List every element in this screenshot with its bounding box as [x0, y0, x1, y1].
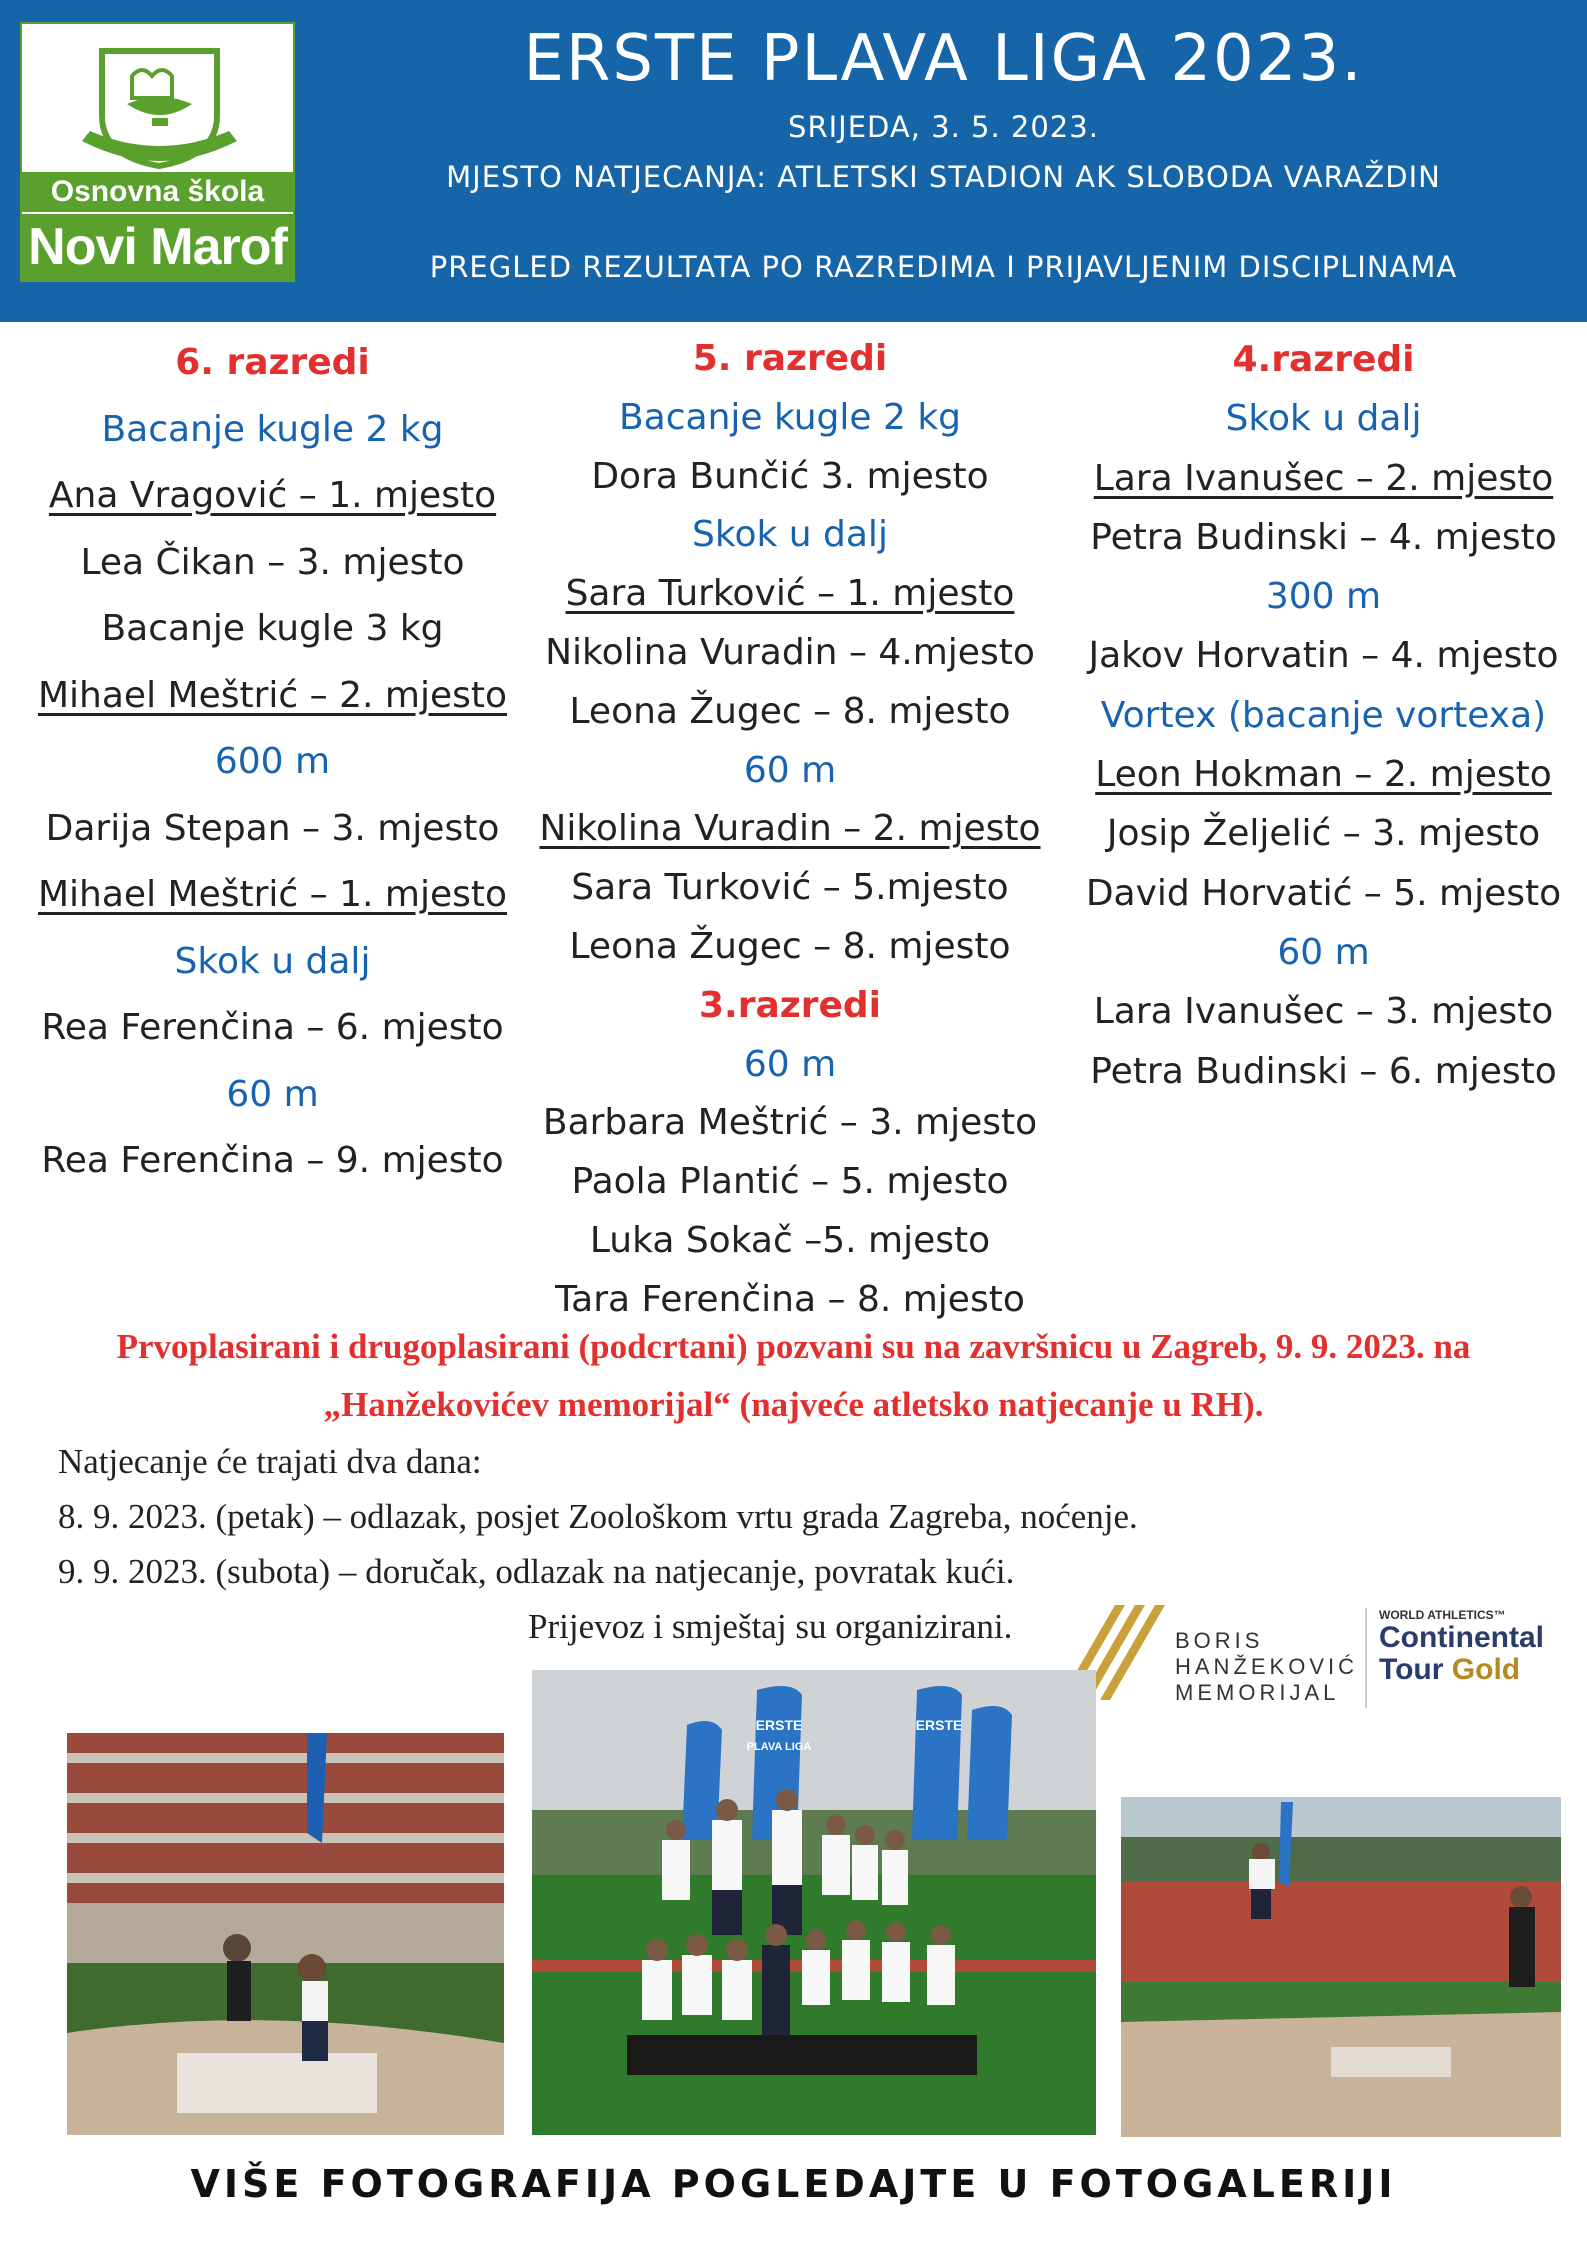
discipline-heading: 300 m: [1265, 576, 1382, 618]
finals-invitation-notice: [30, 1318, 1557, 1434]
trip-day-2-text: 9. 9. 2023. (subota) – doručak, odlazak na natjecanje, povratak kući.: [58, 1552, 1015, 1591]
header-banner: [0, 0, 1587, 322]
memorial-name-line-2: HANŽEKOVIĆ: [1175, 1654, 1359, 1679]
result-entry: David Horvatić – 5. mjesto: [1085, 872, 1562, 914]
results-column-5th-3rd-grade: [520, 330, 1060, 1330]
discipline-heading: 60 m: [226, 1073, 319, 1115]
notice-line-2: „Hanžekovićev memorijal“ (najveće atletsko natjecanje u RH).: [323, 1385, 1264, 1424]
memorial-name-line-3: MEMORIJAL: [1175, 1680, 1340, 1705]
grade-heading: 6. razredi: [175, 342, 370, 383]
grade-heading: 5. razredi: [692, 338, 888, 379]
result-entry: Darija Stepan – 3. mjesto: [45, 807, 500, 849]
results-overview-heading: PREGLED REZULTATA PO RAZREDIMA I PRIJAVLJENIM DISCIPLINAMA: [429, 250, 1458, 284]
discipline-heading: 60 m: [1277, 931, 1370, 973]
school-name-big: Novi Marof: [22, 214, 293, 280]
result-entry: Petra Budinski – 6. mjesto: [1090, 1050, 1557, 1092]
trip-day-1-text: 8. 9. 2023. (petak) – odlazak, posjet Zoološkom vrtu grada Zagreba, noćenje.: [58, 1497, 1138, 1536]
result-entry: Luka Sokač –5. mjesto: [589, 1219, 991, 1261]
world-athletics-label: WORLD ATHLETICS™: [1379, 1608, 1506, 1622]
discipline-heading: Skok u dalj: [1225, 398, 1422, 440]
result-entry: Nikolina Vuradin – 2. mjesto: [539, 808, 1041, 850]
world-athletics-logo: [1365, 1608, 1579, 1708]
grade-heading: 3.razredi: [698, 984, 881, 1026]
discipline-heading: Skok u dalj: [692, 514, 888, 556]
hanzekovic-memorial-logo: [1060, 1600, 1360, 1705]
result-entry: Rea Ferenčina – 9. mjesto: [41, 1140, 504, 1181]
result-entry: Sara Turković – 1. mjesto: [565, 573, 1015, 615]
result-entry: Leona Žugec – 8. mjesto: [569, 690, 1011, 732]
photo-long-jump: [1121, 1797, 1561, 2137]
discipline-heading: 600 m: [214, 741, 331, 782]
discipline-heading: Vortex (bacanje vortexa): [1100, 694, 1547, 736]
page-title: ERSTE PLAVA LIGA 2023.: [523, 22, 1364, 96]
banner-brand-left: ERSTE: [755, 1717, 803, 1733]
notice-line-1: Prvoplasirani i drugoplasirani (podcrtani) pozvani su na završnicu u Zagreb, 9. 9. 2023. na: [116, 1327, 1471, 1366]
result-entry: Sara Turković – 5.mjesto: [571, 867, 1009, 909]
tour-label: Tour: [1379, 1653, 1444, 1686]
result-entry: Josip Željelić – 3. mjesto: [1106, 813, 1541, 855]
result-entry: Mihael Meštrić – 1. mjesto: [37, 874, 507, 915]
event-date: SRIJEDA, 3. 5. 2023.: [788, 110, 1099, 144]
banner-brand-right: ERSTE: [915, 1717, 963, 1733]
discipline-heading: Bacanje kugle 2 kg: [618, 396, 962, 438]
result-entry: Jakov Horvatin – 4. mjesto: [1088, 635, 1559, 677]
result-entry: Mihael Meštrić – 2. mjesto: [37, 674, 507, 716]
result-entry: Bacanje kugle 3 kg: [101, 608, 444, 649]
grade-heading: 4.razredi: [1232, 339, 1415, 380]
school-logo: [20, 22, 295, 282]
result-entry: Petra Budinski – 4. mjesto: [1090, 516, 1557, 558]
result-entry: Ana Vragović – 1. mjesto: [48, 475, 497, 516]
school-emblem-icon: [82, 46, 237, 171]
result-entry: Paola Plantić – 5. mjesto: [571, 1161, 1009, 1203]
result-entry: Barbara Meštrić – 3. mjesto: [542, 1102, 1038, 1144]
transport-note-text: Prijevoz i smještaj su organizirani.: [528, 1607, 1013, 1646]
result-entry: Tara Ferenčina – 8. mjesto: [555, 1278, 1025, 1320]
school-name-small: Osnovna škola: [22, 172, 293, 212]
result-entry: Leon Hokman – 2. mjesto: [1095, 754, 1552, 796]
discipline-heading: 60 m: [743, 1043, 837, 1085]
continental-label: Continental: [1379, 1621, 1544, 1654]
trip-duration-text: Natjecanje će trajati dva dana:: [58, 1442, 482, 1481]
result-entry: Lara Ivanušec – 2. mjesto: [1093, 457, 1554, 499]
result-entry: Lea Čikan – 3. mjesto: [80, 541, 465, 583]
result-entry: Dora Bunčić 3. mjesto: [591, 455, 989, 497]
discipline-heading: 60 m: [743, 749, 837, 791]
photo-gallery-note: VIŠE FOTOGRAFIJA POGLEDAJTE U FOTOGALERIJI: [190, 2162, 1397, 2206]
result-entry: Lara Ivanušec – 3. mjesto: [1093, 991, 1554, 1033]
event-venue: MJESTO NATJECANJA: ATLETSKI STADION AK SLOBODA VARAŽDIN: [446, 160, 1441, 194]
gold-label: Gold: [1451, 1653, 1521, 1686]
results-column-4th-grade: [1060, 330, 1587, 1101]
result-entry: Nikolina Vuradin – 4.mjesto: [545, 631, 1035, 673]
discipline-heading: Skok u dalj: [174, 940, 371, 982]
photo-shot-put-athlete: [67, 1733, 504, 2135]
discipline-heading: Bacanje kugle 2 kg: [101, 408, 444, 450]
results-column-6th-grade: [0, 330, 545, 1195]
memorial-name-line-1: BORIS: [1175, 1628, 1264, 1653]
photo-team-podium: [532, 1670, 1096, 2135]
result-entry: Leona Žugec – 8. mjesto: [569, 925, 1011, 967]
result-entry: Rea Ferenčina – 6. mjesto: [41, 1007, 504, 1048]
banner-line-left: PLAVA LIGA: [746, 1741, 812, 1753]
